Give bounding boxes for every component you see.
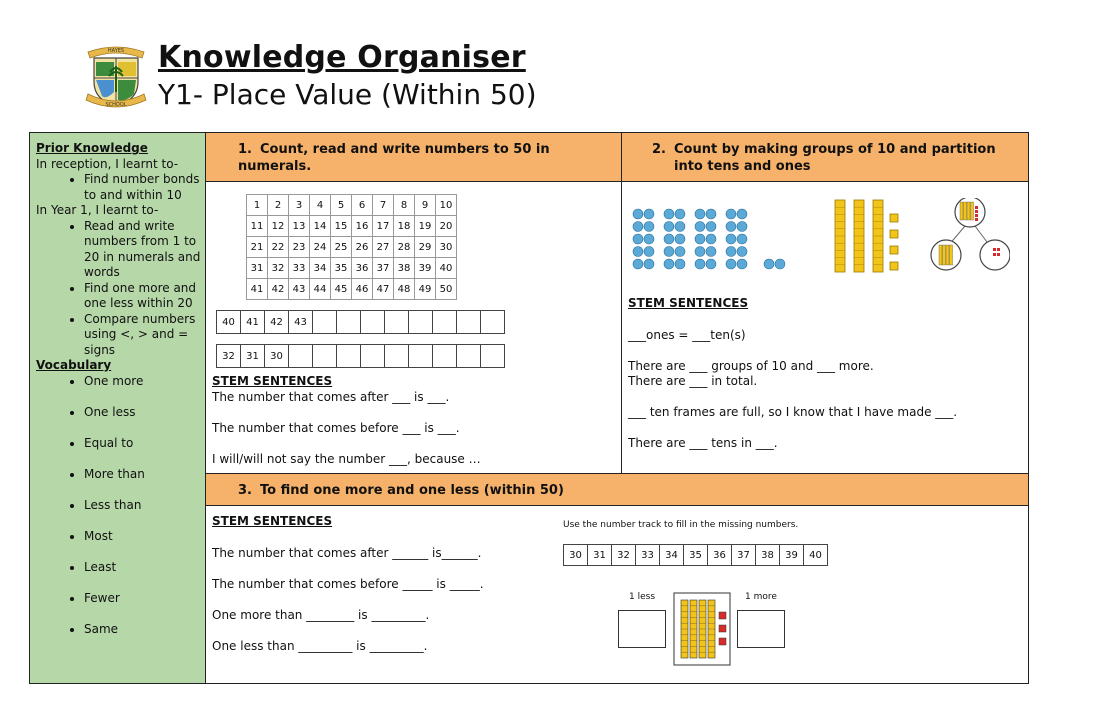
ones-unit bbox=[997, 248, 1000, 251]
grid-cell: 14 bbox=[310, 216, 331, 237]
section1-sentence-1: The number that comes after ___ is ___. bbox=[212, 390, 450, 404]
counter bbox=[644, 247, 654, 257]
grid-cell: 2 bbox=[268, 195, 289, 216]
counter bbox=[737, 259, 747, 269]
counter bbox=[633, 234, 643, 244]
counter bbox=[706, 209, 716, 219]
ones-unit bbox=[993, 248, 996, 251]
grid-cell: 47 bbox=[373, 279, 394, 300]
track-cell: 36 bbox=[708, 545, 732, 566]
section3-title: To find one more and one less (within 50) bbox=[260, 483, 564, 498]
whole-unit bbox=[975, 214, 978, 217]
section3-header bbox=[205, 473, 1029, 506]
track-cell bbox=[337, 311, 361, 334]
grid-cell: 29 bbox=[415, 237, 436, 258]
section3-sentence-4: One less than _________ is _________. bbox=[212, 639, 428, 653]
grid-cell: 49 bbox=[415, 279, 436, 300]
counter bbox=[675, 259, 685, 269]
grid-cell: 34 bbox=[310, 258, 331, 279]
section3-number: 3. bbox=[238, 483, 252, 498]
year1-item-1: • Read and write numbers from 1 to 20 in numerals and words bbox=[84, 219, 201, 281]
counter bbox=[644, 222, 654, 232]
counter bbox=[664, 209, 674, 219]
counter bbox=[675, 234, 685, 244]
track-cell: 31 bbox=[588, 545, 612, 566]
track-cell bbox=[457, 345, 481, 368]
vocab-item-9: • Same bbox=[84, 622, 201, 638]
vocab-item-7: • Least bbox=[84, 560, 201, 576]
track-cell bbox=[361, 345, 385, 368]
grid-cell: 21 bbox=[247, 237, 268, 258]
section2-sentence-1: ___ones = ___ten(s) bbox=[628, 328, 746, 342]
reception-intro: In reception, I learnt to- bbox=[36, 156, 179, 171]
track-cell bbox=[337, 345, 361, 368]
track-cell bbox=[409, 311, 433, 334]
grid-cell: 37 bbox=[373, 258, 394, 279]
grid-cell: 18 bbox=[394, 216, 415, 237]
grid-cell: 12 bbox=[268, 216, 289, 237]
grid-cell: 27 bbox=[373, 237, 394, 258]
grid-cell: 43 bbox=[289, 279, 310, 300]
vocab-item-2: • One less bbox=[84, 405, 201, 421]
counter bbox=[706, 247, 716, 257]
tens-rod bbox=[943, 245, 946, 265]
section1-sentence-3: I will/will not say the number ___, because … bbox=[212, 452, 481, 466]
grid-cell: 42 bbox=[268, 279, 289, 300]
school-crest-logo bbox=[82, 40, 150, 112]
grid-cell: 4 bbox=[310, 195, 331, 216]
grid-row bbox=[247, 279, 457, 300]
grid-cell: 3 bbox=[289, 195, 310, 216]
track-cell bbox=[433, 311, 457, 334]
base-ten-blocks-43 bbox=[673, 592, 731, 666]
grid-cell: 25 bbox=[331, 237, 352, 258]
grid-cell: 11 bbox=[247, 216, 268, 237]
track-cell: 39 bbox=[780, 545, 804, 566]
page-subtitle: Y1- Place Value (Within 50) bbox=[158, 78, 537, 111]
counter bbox=[664, 234, 674, 244]
counter bbox=[726, 247, 736, 257]
year1-list bbox=[36, 219, 201, 359]
section3-content bbox=[205, 505, 1029, 684]
track-cell bbox=[457, 311, 481, 334]
track-cell: 35 bbox=[684, 545, 708, 566]
counter bbox=[644, 209, 654, 219]
counter bbox=[737, 234, 747, 244]
reception-list bbox=[36, 172, 201, 203]
track-cell bbox=[409, 345, 433, 368]
number-track-30-40 bbox=[563, 544, 828, 566]
track-cell bbox=[289, 345, 313, 368]
grid-row bbox=[247, 195, 457, 216]
grid-cell: 48 bbox=[394, 279, 415, 300]
track-cell bbox=[385, 311, 409, 334]
unit-cube bbox=[890, 230, 898, 238]
page-title: Knowledge Organiser bbox=[158, 40, 526, 75]
grid-cell: 1 bbox=[247, 195, 268, 216]
counter bbox=[633, 222, 643, 232]
counter bbox=[737, 247, 747, 257]
whole-unit bbox=[975, 210, 978, 213]
track-cell: 31 bbox=[241, 345, 265, 368]
year1-intro: In Year 1, I learnt to- bbox=[36, 203, 159, 217]
tens-rod bbox=[946, 245, 949, 265]
year1-item-2: • Find one more and one less within 20 bbox=[84, 281, 201, 312]
grid-cell: 22 bbox=[268, 237, 289, 258]
svg-text:HAYES: HAYES bbox=[107, 48, 125, 54]
grid-cell: 39 bbox=[415, 258, 436, 279]
section1-title: Count, read and write numbers to 50 in numerals. bbox=[238, 142, 550, 174]
track-cell: 32 bbox=[217, 345, 241, 368]
counter bbox=[695, 222, 705, 232]
counter bbox=[664, 247, 674, 257]
one-more-answer-box bbox=[737, 610, 785, 648]
counter bbox=[695, 234, 705, 244]
grid-cell: 23 bbox=[289, 237, 310, 258]
section3-stem-heading: STEM SENTENCES bbox=[212, 514, 333, 528]
one-more-label: 1 more bbox=[745, 592, 777, 602]
grid-cell: 7 bbox=[373, 195, 394, 216]
grid-cell: 6 bbox=[352, 195, 373, 216]
sidebar-prior-knowledge bbox=[29, 132, 206, 684]
svg-text:SCHOOL: SCHOOL bbox=[105, 102, 127, 108]
grid-row bbox=[247, 237, 457, 258]
number-track-forward bbox=[216, 310, 505, 334]
ones-unit bbox=[993, 253, 996, 256]
counter bbox=[764, 259, 774, 269]
grid-cell: 41 bbox=[247, 279, 268, 300]
track-cell: 30 bbox=[564, 545, 588, 566]
grid-cell: 5 bbox=[331, 195, 352, 216]
whole-unit bbox=[975, 206, 978, 209]
grid-cell: 45 bbox=[331, 279, 352, 300]
grid-cell: 9 bbox=[415, 195, 436, 216]
section3-sentence-2: The number that comes before _____ is _____. bbox=[212, 577, 484, 591]
grid-row bbox=[247, 258, 457, 279]
counter bbox=[633, 259, 643, 269]
counter bbox=[726, 209, 736, 219]
grid-row bbox=[247, 216, 457, 237]
whole-unit bbox=[975, 218, 978, 221]
track-cell: 42 bbox=[265, 311, 289, 334]
counter bbox=[737, 222, 747, 232]
section1-number: 1. bbox=[238, 142, 252, 157]
tens-rod bbox=[939, 245, 942, 265]
whole-rod bbox=[967, 202, 970, 220]
track-cell bbox=[481, 311, 505, 334]
counter bbox=[644, 234, 654, 244]
one-less-answer-box bbox=[618, 610, 666, 648]
unit-cube bbox=[719, 612, 726, 619]
grid-cell: 33 bbox=[289, 258, 310, 279]
section2-title: Count by making groups of 10 and partition into tens and ones bbox=[674, 142, 996, 174]
vocabulary-heading: Vocabulary bbox=[36, 358, 112, 372]
grid-cell: 26 bbox=[352, 237, 373, 258]
section1-stem-heading: STEM SENTENCES bbox=[212, 374, 333, 388]
grid-cell: 40 bbox=[436, 258, 457, 279]
grid-cell: 13 bbox=[289, 216, 310, 237]
counter bbox=[726, 259, 736, 269]
counter bbox=[726, 234, 736, 244]
vocab-item-4: • More than bbox=[84, 467, 201, 483]
grid-cell: 15 bbox=[331, 216, 352, 237]
part-whole-model bbox=[931, 198, 1010, 270]
grid-cell: 44 bbox=[310, 279, 331, 300]
counter bbox=[664, 222, 674, 232]
grid-cell: 31 bbox=[247, 258, 268, 279]
grid-cell: 17 bbox=[373, 216, 394, 237]
number-track-instruction: Use the number track to fill in the missing numbers. bbox=[563, 520, 799, 530]
track-cell: 33 bbox=[636, 545, 660, 566]
counter bbox=[726, 222, 736, 232]
section1-header bbox=[205, 132, 622, 182]
unit-cube bbox=[719, 638, 726, 645]
ones-unit bbox=[997, 253, 1000, 256]
whole-rod bbox=[971, 202, 974, 220]
section2-number: 2. bbox=[652, 142, 666, 157]
vocab-item-8: • Fewer bbox=[84, 591, 201, 607]
section2-sentence-4: ___ ten frames are full, so I know that I have made ___. bbox=[628, 405, 958, 419]
base-ten-rods bbox=[835, 200, 898, 272]
unit-cube bbox=[890, 262, 898, 270]
grid-cell: 30 bbox=[436, 237, 457, 258]
grid-cell: 10 bbox=[436, 195, 457, 216]
vocab-item-3: • Equal to bbox=[84, 436, 201, 452]
counter bbox=[695, 259, 705, 269]
counter bbox=[706, 259, 716, 269]
section3-sentence-3: One more than ________ is _________. bbox=[212, 608, 430, 622]
section2-header bbox=[621, 132, 1029, 182]
grid-cell: 16 bbox=[352, 216, 373, 237]
counter bbox=[633, 209, 643, 219]
counter bbox=[675, 209, 685, 219]
year1-item-3: • Compare numbers using <, > and = signs bbox=[84, 312, 201, 359]
whole-rod bbox=[960, 202, 963, 220]
track-cell: 37 bbox=[732, 545, 756, 566]
counter bbox=[664, 259, 674, 269]
track-cell: 38 bbox=[756, 545, 780, 566]
section3-sentence-1: The number that comes after ______ is______. bbox=[212, 546, 482, 560]
track-cell: 41 bbox=[241, 311, 265, 334]
track-cell bbox=[481, 345, 505, 368]
counter bbox=[737, 209, 747, 219]
hundred-square-grid bbox=[246, 194, 457, 300]
number-track-backward bbox=[216, 344, 505, 368]
vocab-item-5: • Less than bbox=[84, 498, 201, 514]
grid-cell: 28 bbox=[394, 237, 415, 258]
track-cell bbox=[385, 345, 409, 368]
track-cell: 34 bbox=[660, 545, 684, 566]
vocabulary-list bbox=[36, 374, 201, 638]
counter bbox=[706, 222, 716, 232]
unit-cube bbox=[890, 214, 898, 222]
groups-of-ten-illustration bbox=[630, 198, 1010, 298]
counter bbox=[633, 247, 643, 257]
track-cell bbox=[313, 345, 337, 368]
vocab-item-1: • One more bbox=[84, 374, 201, 390]
one-less-label: 1 less bbox=[629, 592, 656, 602]
counter bbox=[675, 222, 685, 232]
section2-stem-heading: STEM SENTENCES bbox=[628, 296, 749, 310]
counter bbox=[695, 209, 705, 219]
grid-cell: 50 bbox=[436, 279, 457, 300]
reception-item-1: • Find number bonds to and within 10 bbox=[84, 172, 201, 203]
counter bbox=[644, 259, 654, 269]
track-cell: 32 bbox=[612, 545, 636, 566]
grid-cell: 46 bbox=[352, 279, 373, 300]
counter bbox=[775, 259, 785, 269]
section1-sentence-2: The number that comes before ___ is ___. bbox=[212, 421, 460, 435]
section2-sentence-3: There are ___ in total. bbox=[628, 374, 758, 388]
track-cell: 30 bbox=[265, 345, 289, 368]
track-cell bbox=[313, 311, 337, 334]
vocab-item-6: • Most bbox=[84, 529, 201, 545]
unit-cube bbox=[719, 625, 726, 632]
grid-cell: 8 bbox=[394, 195, 415, 216]
grid-cell: 38 bbox=[394, 258, 415, 279]
grid-cell: 36 bbox=[352, 258, 373, 279]
section2-sentence-5: There are ___ tens in ___. bbox=[628, 436, 778, 450]
counter bbox=[695, 247, 705, 257]
grid-cell: 24 bbox=[310, 237, 331, 258]
counters-groups bbox=[633, 209, 785, 269]
section1-content bbox=[205, 181, 622, 474]
grid-cell: 35 bbox=[331, 258, 352, 279]
track-cell bbox=[361, 311, 385, 334]
track-cell bbox=[433, 345, 457, 368]
grid-cell: 20 bbox=[436, 216, 457, 237]
unit-cube bbox=[890, 246, 898, 254]
track-cell: 43 bbox=[289, 311, 313, 334]
grid-cell: 19 bbox=[415, 216, 436, 237]
whole-rod bbox=[964, 202, 967, 220]
counter bbox=[675, 247, 685, 257]
tens-rod bbox=[950, 245, 953, 265]
track-cell: 40 bbox=[217, 311, 241, 334]
counter bbox=[706, 234, 716, 244]
grid-cell: 32 bbox=[268, 258, 289, 279]
section2-content bbox=[621, 181, 1029, 474]
prior-knowledge-heading: Prior Knowledge bbox=[36, 141, 148, 155]
section2-sentence-2: There are ___ groups of 10 and ___ more. bbox=[628, 359, 874, 373]
track-cell: 40 bbox=[804, 545, 828, 566]
